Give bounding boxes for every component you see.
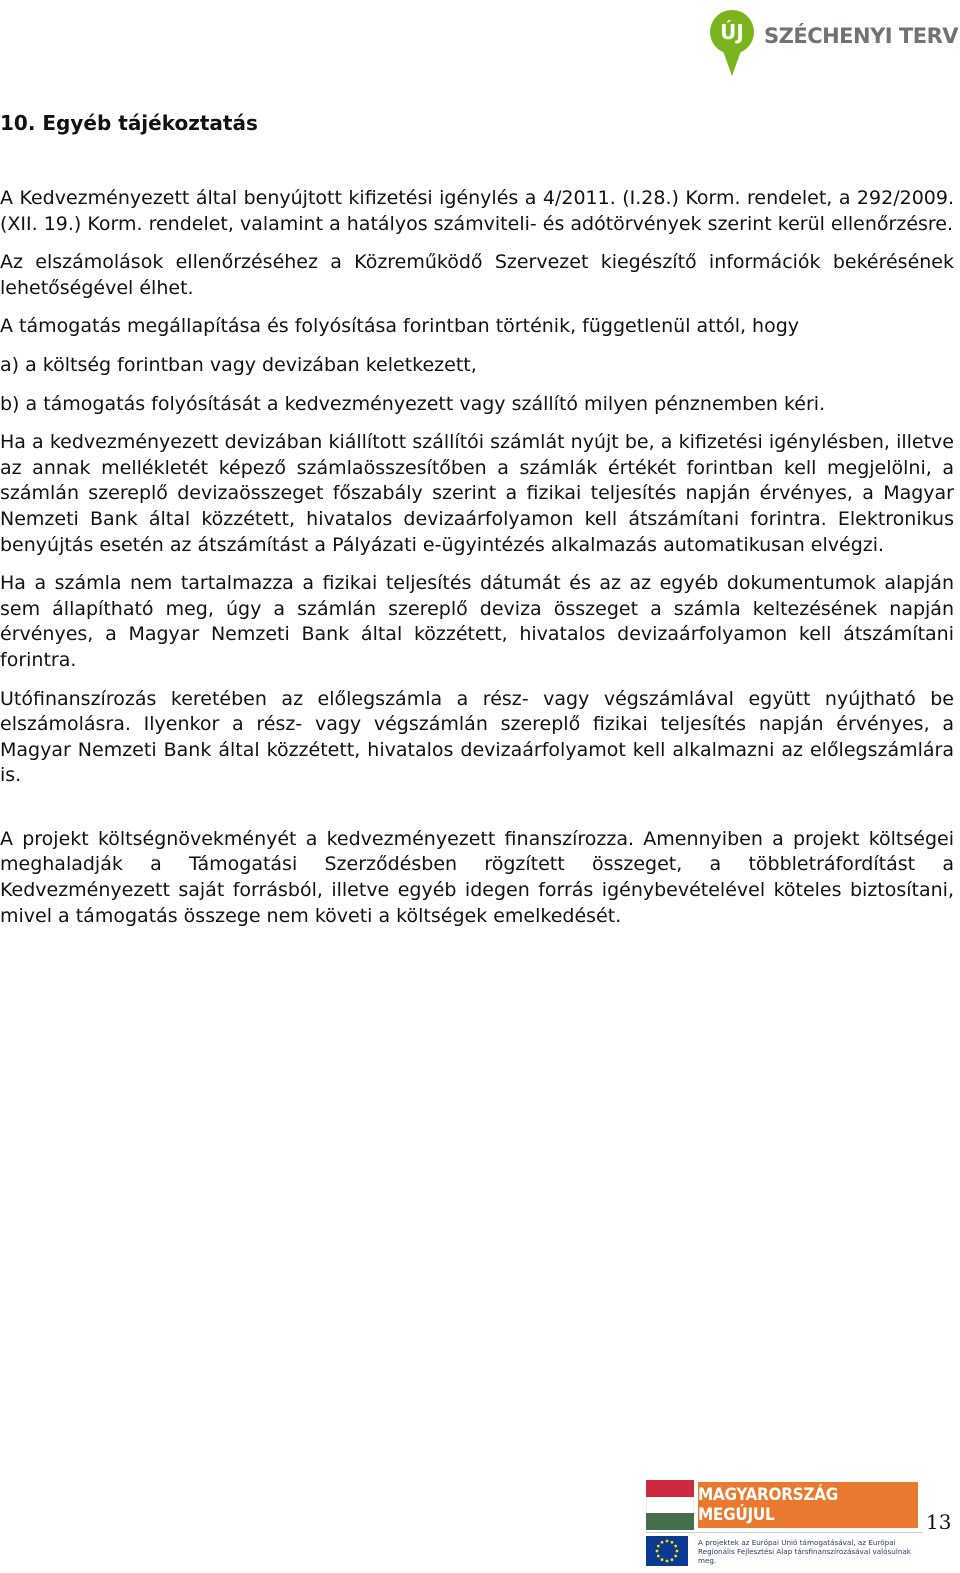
paragraph-1: A Kedvezményezett által benyújtott kifizetési igénylés a 4/2011. (I.28.) Korm. rendelet, a 292/2009. (XII. 19.) Korm. rendelet, valamint a hatályos számviteli- és adótörvények szerint kerül ellenőrzésre. [0, 187, 954, 235]
hungarian-flag-icon [646, 1480, 694, 1530]
paragraph-7: A projekt költségnövekményét a kedvezményezett finanszírozza. Amennyiben a projekt költségei meghaladják a Támogatási Szerződésben rögzített összeget, a többletráfordítást a Kedvezményezett saját forrásból, illetve egyéb idegen forrás igénybevételével köteles biztosítani, mivel a támogatás összege nem követi a költségek emelkedését. [0, 827, 954, 927]
paragraph-4: Ha a kedvezményezett devizában kiállított szállítói számlát nyújt be, a kifizetési igénylésben, illetve az annak mellékletét képező számlaösszesítőben a számlák értékét forintban kell megjelölni, a számlán szereplő devizaösszeget főszabály szerint a fizikai teljesítés napján érvényes, a Magyar Nemzeti Bank által közzétett, hivatalos devizaárfolyamon kell átszámítani forintra. Elektronikus benyújtás esetén az átszámítást a Pályázati e-ügyintézés alkalmazás automatikusan elvégzi. [0, 431, 954, 556]
banner [698, 1482, 918, 1528]
paragraph-3: A támogatás megállapítása és folyósítása forintban történik, függetlenül attól, hogy [0, 315, 800, 338]
page-number: 13 [926, 1510, 952, 1534]
logo-badge-icon [708, 6, 760, 78]
logo-mark: ÚJ [720, 20, 744, 44]
eu-flag-icon [646, 1536, 688, 1566]
paragraph-5: Ha a számla nem tartalmazza a fizikai teljesítés dátumát és az az egyéb dokumentumok alapján sem állapítható meg, úgy a számlán szereplő deviza összeget a számla keltezésének napján érvényes, a Magyar Nemzeti Bank által közzétett, hivatalos devizaárfolyamon kell átszámítani forintra. [0, 572, 954, 671]
eu-funding-note: A projektek az Európai Unió támogatásával, az Európai Regionális Fejlesztési Alap társfinanszírozásával valósulnak meg. [698, 1538, 911, 1565]
list-item-a: a) a költség forintban vagy devizában keletkezett, [0, 353, 477, 376]
szechenyi-terv-logo [708, 6, 959, 78]
logo-text: SZÉCHENYI TERV [764, 24, 959, 48]
paragraph-2: Az elszámolások ellenőrzéséhez a Közreműködő Szervezet kiegészítő információk bekérésének lehetőségével élhet. [0, 251, 954, 299]
magyarorszag-megujul-logo [646, 1480, 922, 1570]
section-title: 10. Egyéb tájékoztatás [0, 111, 258, 135]
paragraph-6: Utófinanszírozás keretében az előlegszámla a rész- vagy végszámlával együtt nyújtható be elszámolásra. Ilyenkor a rész- vagy végszámlán szereplő fizikai teljesítés napján érvényes, a Magyar Nemzeti Bank által közzétett, hivatalos devizaárfolyamot kell alkalmazni az előlegszámlára is. [0, 687, 954, 787]
banner-text: MAGYARORSZÁG MEGÚJUL [698, 1485, 838, 1525]
list-item-b: b) a támogatás folyósítását a kedvezményezett vagy szállító milyen pénznemben kéri. [0, 392, 826, 415]
divider [646, 1532, 922, 1533]
document-body [0, 108, 954, 929]
